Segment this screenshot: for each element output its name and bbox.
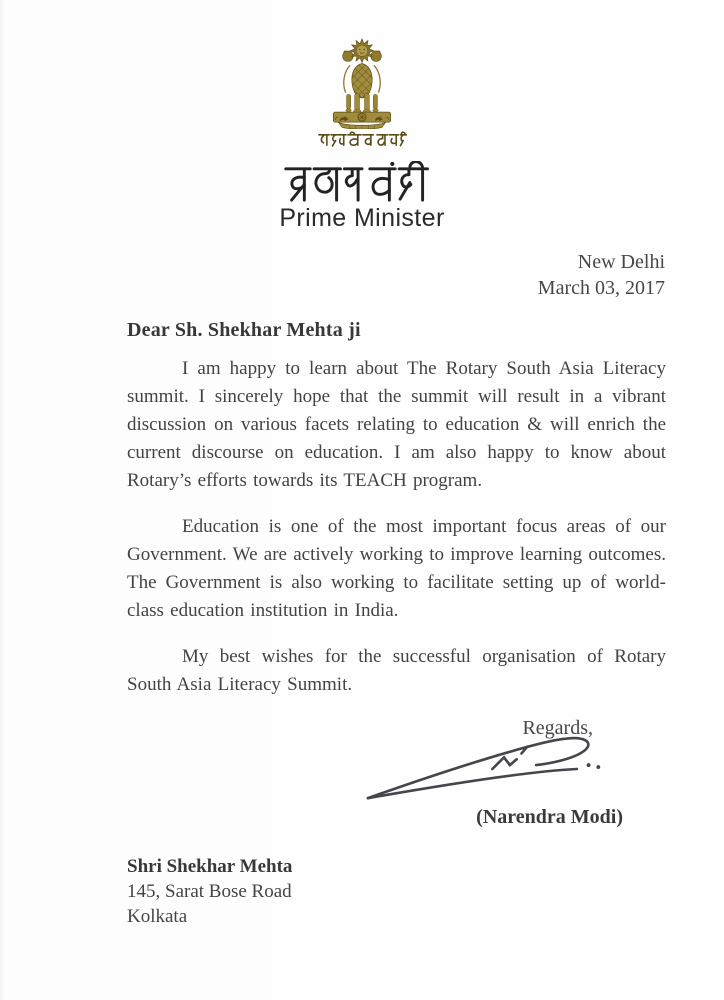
signer-name: (Narendra Modi) xyxy=(476,806,623,828)
body-paragraph-3: My best wishes for the successful organisation of Rotary South Asia Literacy Summit. xyxy=(127,646,666,695)
letterhead xyxy=(0,38,724,232)
body-paragraph-1: I am happy to learn about The Rotary South Asia Literacy summit. I sincerely hope that the summit will result in a vibrant discussion on various facets relating to education & will enrich the current discourse on education. I am also happy to know about Rotary’s efforts towards its TEACH program. xyxy=(127,358,666,491)
closing-regards: Regards, xyxy=(522,717,593,739)
recipient-address-line: 145, Sarat Bose Road xyxy=(127,881,292,902)
signature-image xyxy=(127,734,666,804)
salutation: Dear Sh. Shekhar Mehta ji xyxy=(127,319,361,341)
national-emblem-icon xyxy=(0,38,724,129)
recipient-block xyxy=(127,854,666,929)
recipient-city: Kolkata xyxy=(127,906,188,927)
date-block xyxy=(0,249,724,301)
date-line: March 03, 2017 xyxy=(537,277,665,299)
letter-body xyxy=(127,319,666,929)
place-line: New Delhi xyxy=(577,251,665,273)
title-devanagari xyxy=(0,161,724,204)
recipient-name: Shri Shekhar Mehta xyxy=(127,856,293,877)
title-english: Prime Minister xyxy=(279,204,445,232)
motto-satyameva-jayate xyxy=(0,130,724,149)
body-paragraph-2: Education is one of the most important focus areas of our Government. We are actively working to improve learning outcomes. The Government is also working to facilitate setting up of world-class education institution in India. xyxy=(127,516,666,621)
